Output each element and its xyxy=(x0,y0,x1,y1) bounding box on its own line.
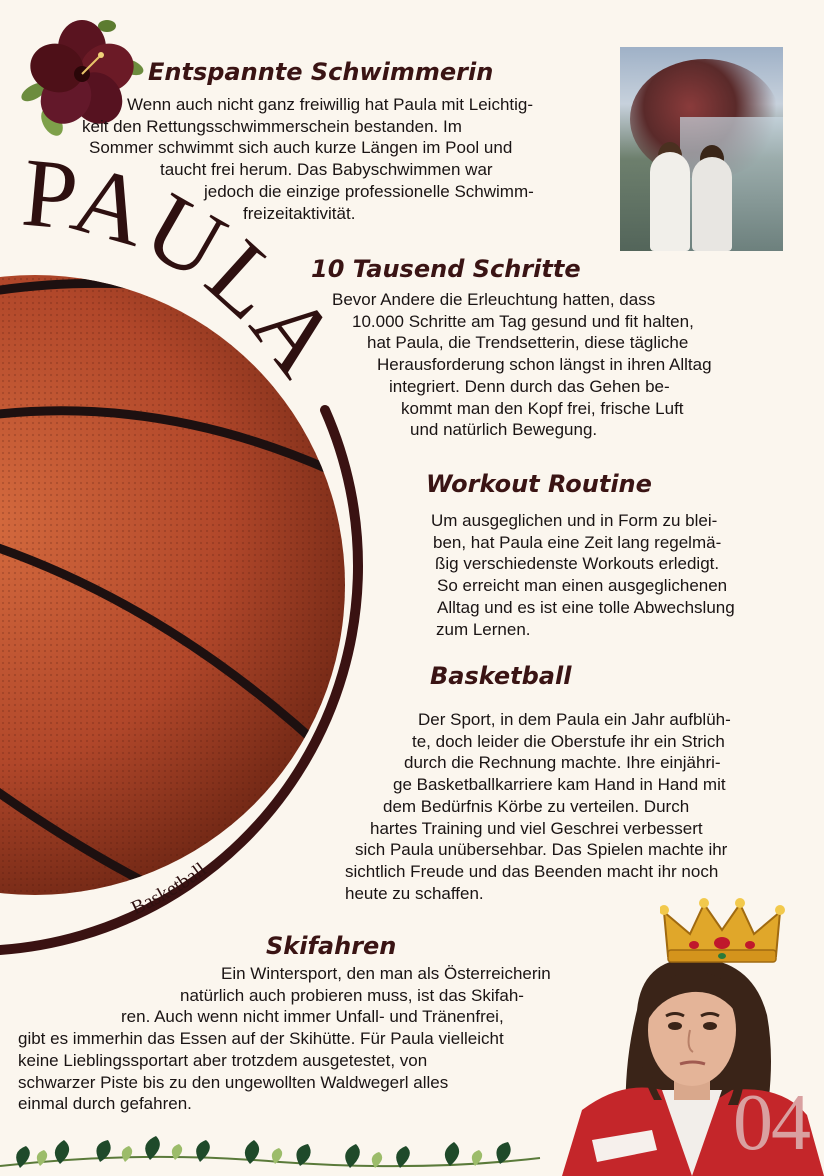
text-skifahren: Ein Wintersport, den man als Österreicherin natürlich auch probieren muss, ist das Skifah- ren. Auch wenn nicht immer Unfall- und Tränenfrei, gibt es immerhin das Essen auf der Skihütte. Für Paula vielleicht keine Lieblingssportart aber trotzdem ausgetestet, von schwarzer Piste bis zu den ungewollten Waldwegerl alles einmal durch gefahren. xyxy=(18,964,551,1114)
heading-10-tausend-schritte: 10 Tausend Schritte xyxy=(311,255,581,283)
text-entspannte-schwimmerin: Wenn auch nicht ganz freiwillig hat Paula mit Leichtig- keit den Rettungsschwimmerschein bestanden. Im Sommer schwimmt sich auch kurze Längen im Pool und taucht frei herum. Das Babyschwimmen war jedoch die einzige professionelle Schwimm- freizeitaktivität. xyxy=(82,95,534,223)
heading-basketball: Basketball xyxy=(430,662,572,690)
text-10-tausend-schritte: Bevor Andere die Erleuchtung hatten, dass 10.000 Schritte am Tag gesund und fit halten, hat Paula, die Trendsetterin, diese tägliche Herausforderung schon längst in ihren Alltag integriert. Denn durch das Gehen be- kommt man den Kopf frei, frische Luft und natürlich Bewegung. xyxy=(332,290,712,440)
text-basketball: Der Sport, in dem Paula ein Jahr aufblüh- te, doch leider die Oberstufe ihr ein Strich durch die Rechnung machte. Ihre einjähri- ge Basketballkarriere kam Hand in Hand mit dem Bedürfnis Körbe zu verteilen. Durch hartes Training und viel Geschrei verbessert sich Paula unübersehbar. Das Spielen machte ihr sichtlich Freude und das Beenden macht ihr noch heute zu schaffen. xyxy=(345,710,731,903)
basketball-caption: Basketball xyxy=(127,858,211,920)
crown-icon xyxy=(660,898,785,968)
page-title: PAULA xyxy=(18,138,360,397)
ivy-leaves-icon xyxy=(0,1128,560,1176)
heading-workout-routine: Workout Routine xyxy=(426,470,652,498)
page-number: 04 xyxy=(733,1079,809,1167)
heading-skifahren: Skifahren xyxy=(266,932,397,960)
photo-friends xyxy=(620,47,783,251)
heading-entspannte-schwimmerin: Entspannte Schwimmerin xyxy=(148,58,494,86)
text-workout-routine: Um ausgeglichen und in Form zu blei- ben, hat Paula eine Zeit lang regelmä- ßig verschiedenste Workouts erledigt. So erreicht man einen ausgeglichenen Alltag und es ist eine tolle Abwechslung zum Lernen. xyxy=(431,511,735,639)
